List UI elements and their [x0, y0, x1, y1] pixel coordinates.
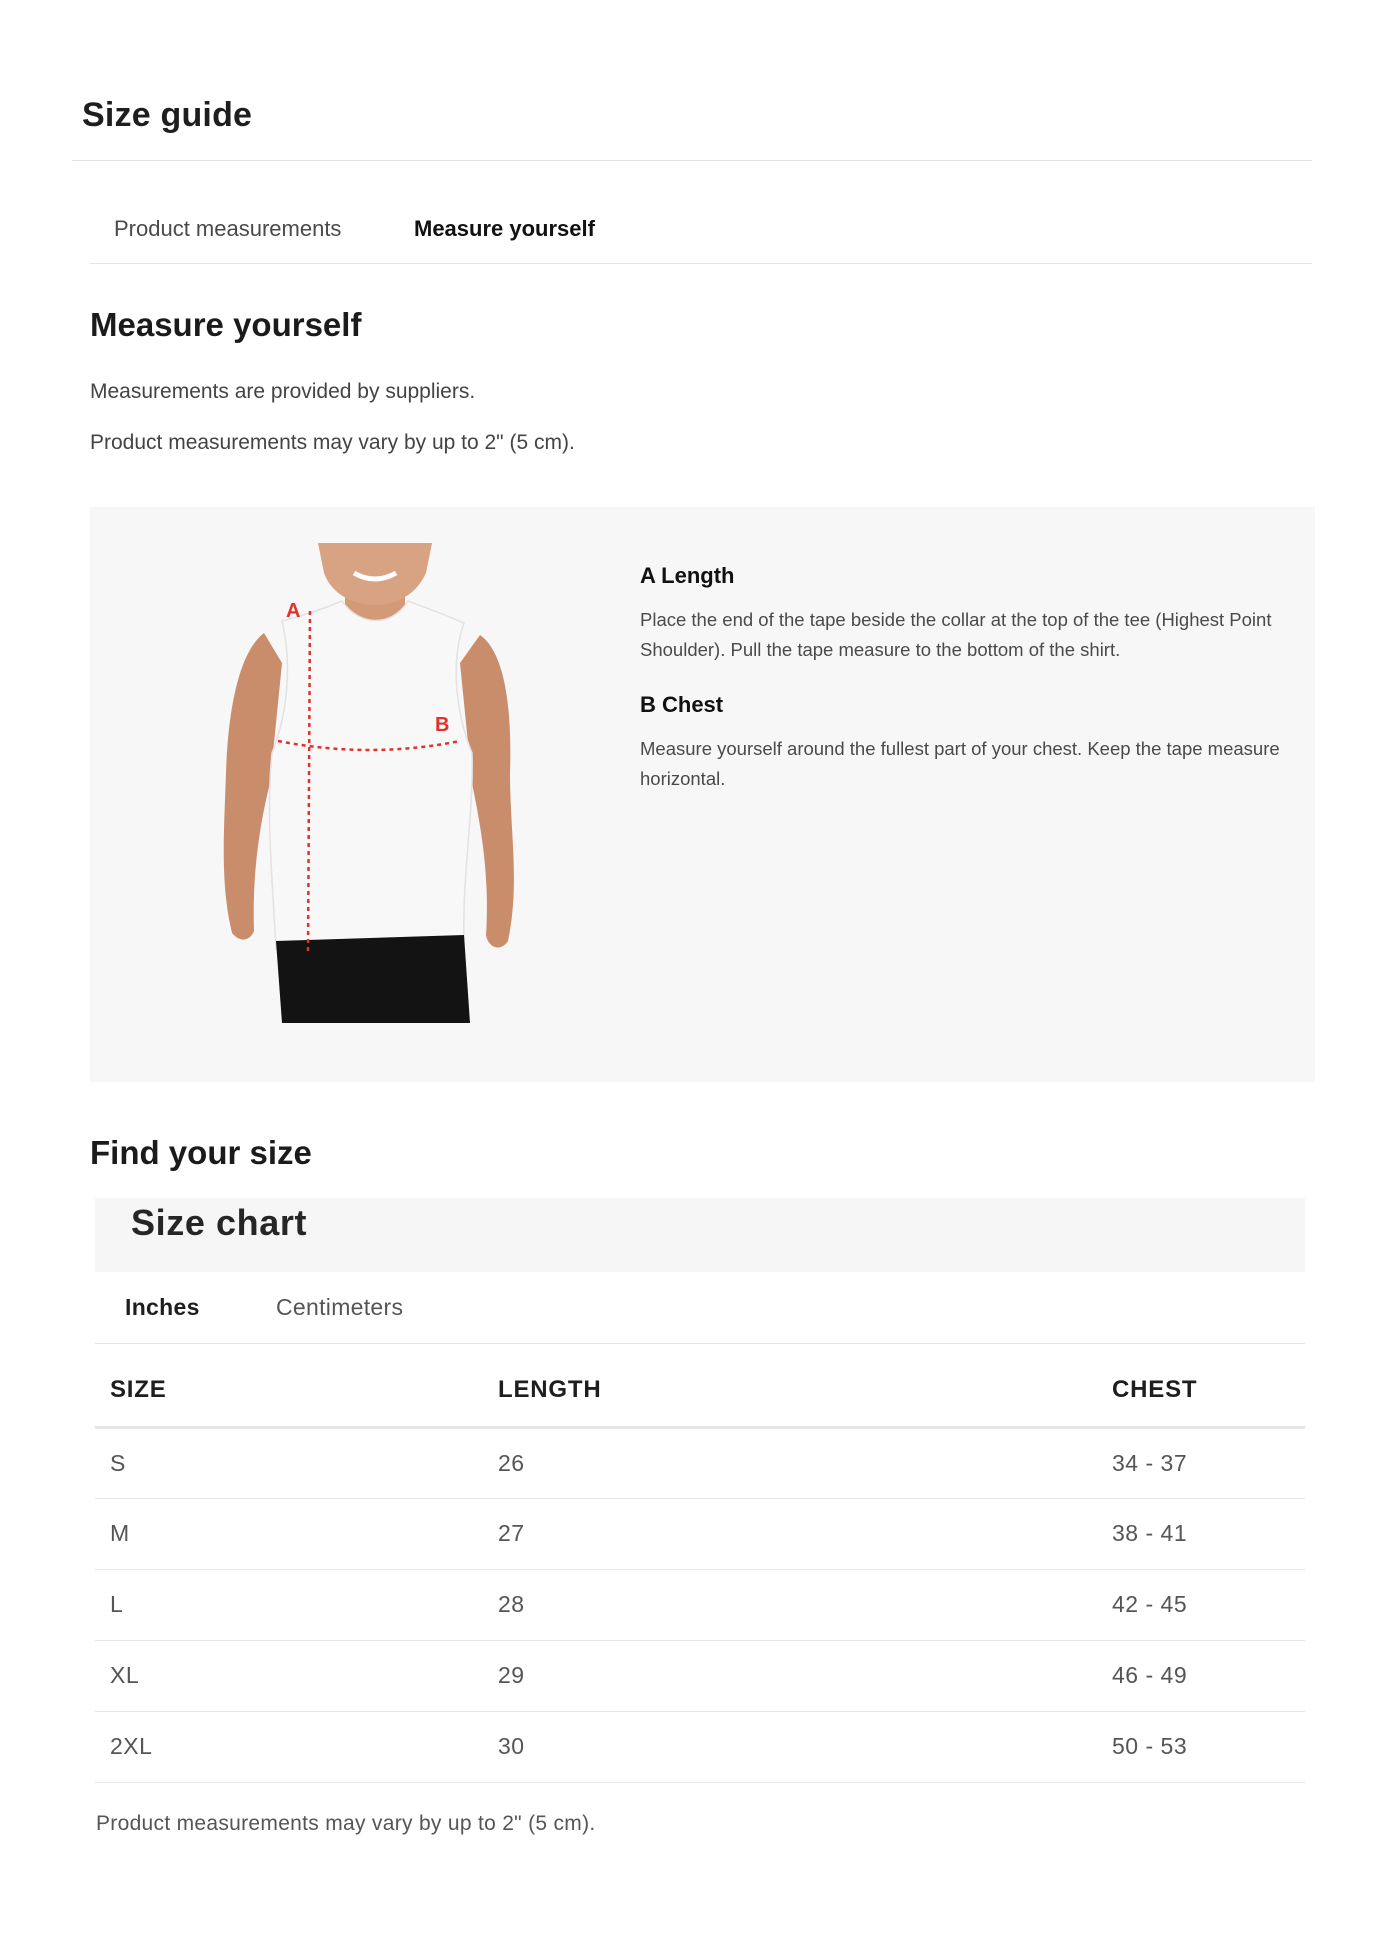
find-your-size-title: Find your size	[90, 1134, 312, 1171]
table-row	[95, 1711, 1305, 1782]
size-cell: S	[95, 1427, 498, 1498]
header-length: LENGTH	[498, 1344, 1112, 1427]
title-divider	[72, 160, 1312, 161]
chest-cell: 38 - 41	[1112, 1498, 1305, 1569]
tab-centimeters[interactable]: Centimeters	[276, 1294, 404, 1320]
header-size: SIZE	[95, 1344, 498, 1427]
size-cell: M	[95, 1498, 498, 1569]
length-cell: 26	[498, 1427, 1112, 1498]
header-chest: CHEST	[1112, 1344, 1305, 1427]
black-pants	[276, 935, 470, 1023]
model-measurement-figure	[210, 543, 530, 1023]
tab-product-measurements[interactable]: Product measurements	[114, 216, 342, 241]
guide-tabs	[90, 212, 1312, 264]
table-row	[95, 1640, 1305, 1711]
chest-cell: 42 - 45	[1112, 1569, 1305, 1640]
marker-b: B	[435, 714, 450, 736]
face	[318, 543, 432, 605]
variance-note: Product measurements may vary by up to 2" (5 cm).	[90, 431, 575, 454]
tab-inches[interactable]: Inches	[125, 1294, 200, 1320]
size-chart-header	[95, 1198, 1305, 1272]
size-chart-title: Size chart	[131, 1202, 308, 1243]
length-instruction	[640, 563, 1300, 665]
length-cell: 30	[498, 1711, 1112, 1782]
length-cell: 27	[498, 1498, 1112, 1569]
unit-tabs	[95, 1272, 1305, 1344]
page-title: Size guide	[82, 96, 253, 134]
tank-top-body	[269, 601, 472, 949]
length-text: Place the end of the tape beside the collar at the top of the tee (Highest Point Shoulder). Pull the tape measure to the bottom of the shirt.	[640, 609, 1272, 660]
table-row	[95, 1427, 1305, 1498]
length-cell: 28	[498, 1569, 1112, 1640]
size-cell: 2XL	[95, 1711, 498, 1782]
length-cell: 29	[498, 1640, 1112, 1711]
marker-a: A	[286, 600, 301, 622]
table-row	[95, 1498, 1305, 1569]
measure-panel	[90, 507, 1315, 1082]
supplier-note: Measurements are provided by suppliers.	[90, 380, 476, 403]
chest-text: Measure yourself around the fullest part of your chest. Keep the tape measure horizontal.	[640, 738, 1280, 789]
chest-cell: 34 - 37	[1112, 1427, 1305, 1498]
length-title: A Length	[640, 563, 735, 588]
size-cell: L	[95, 1569, 498, 1640]
table-row	[95, 1569, 1305, 1640]
chest-cell: 50 - 53	[1112, 1711, 1305, 1782]
size-table	[95, 1344, 1305, 1783]
chest-cell: 46 - 49	[1112, 1640, 1305, 1711]
tab-measure-yourself[interactable]: Measure yourself	[414, 216, 595, 241]
section-title-measure-yourself: Measure yourself	[90, 306, 362, 343]
size-cell: XL	[95, 1640, 498, 1711]
table-header-row	[95, 1344, 1305, 1427]
table-footnote: Product measurements may vary by up to 2" (5 cm).	[96, 1812, 596, 1835]
chest-title: B Chest	[640, 692, 724, 717]
chest-instruction	[640, 692, 1300, 794]
